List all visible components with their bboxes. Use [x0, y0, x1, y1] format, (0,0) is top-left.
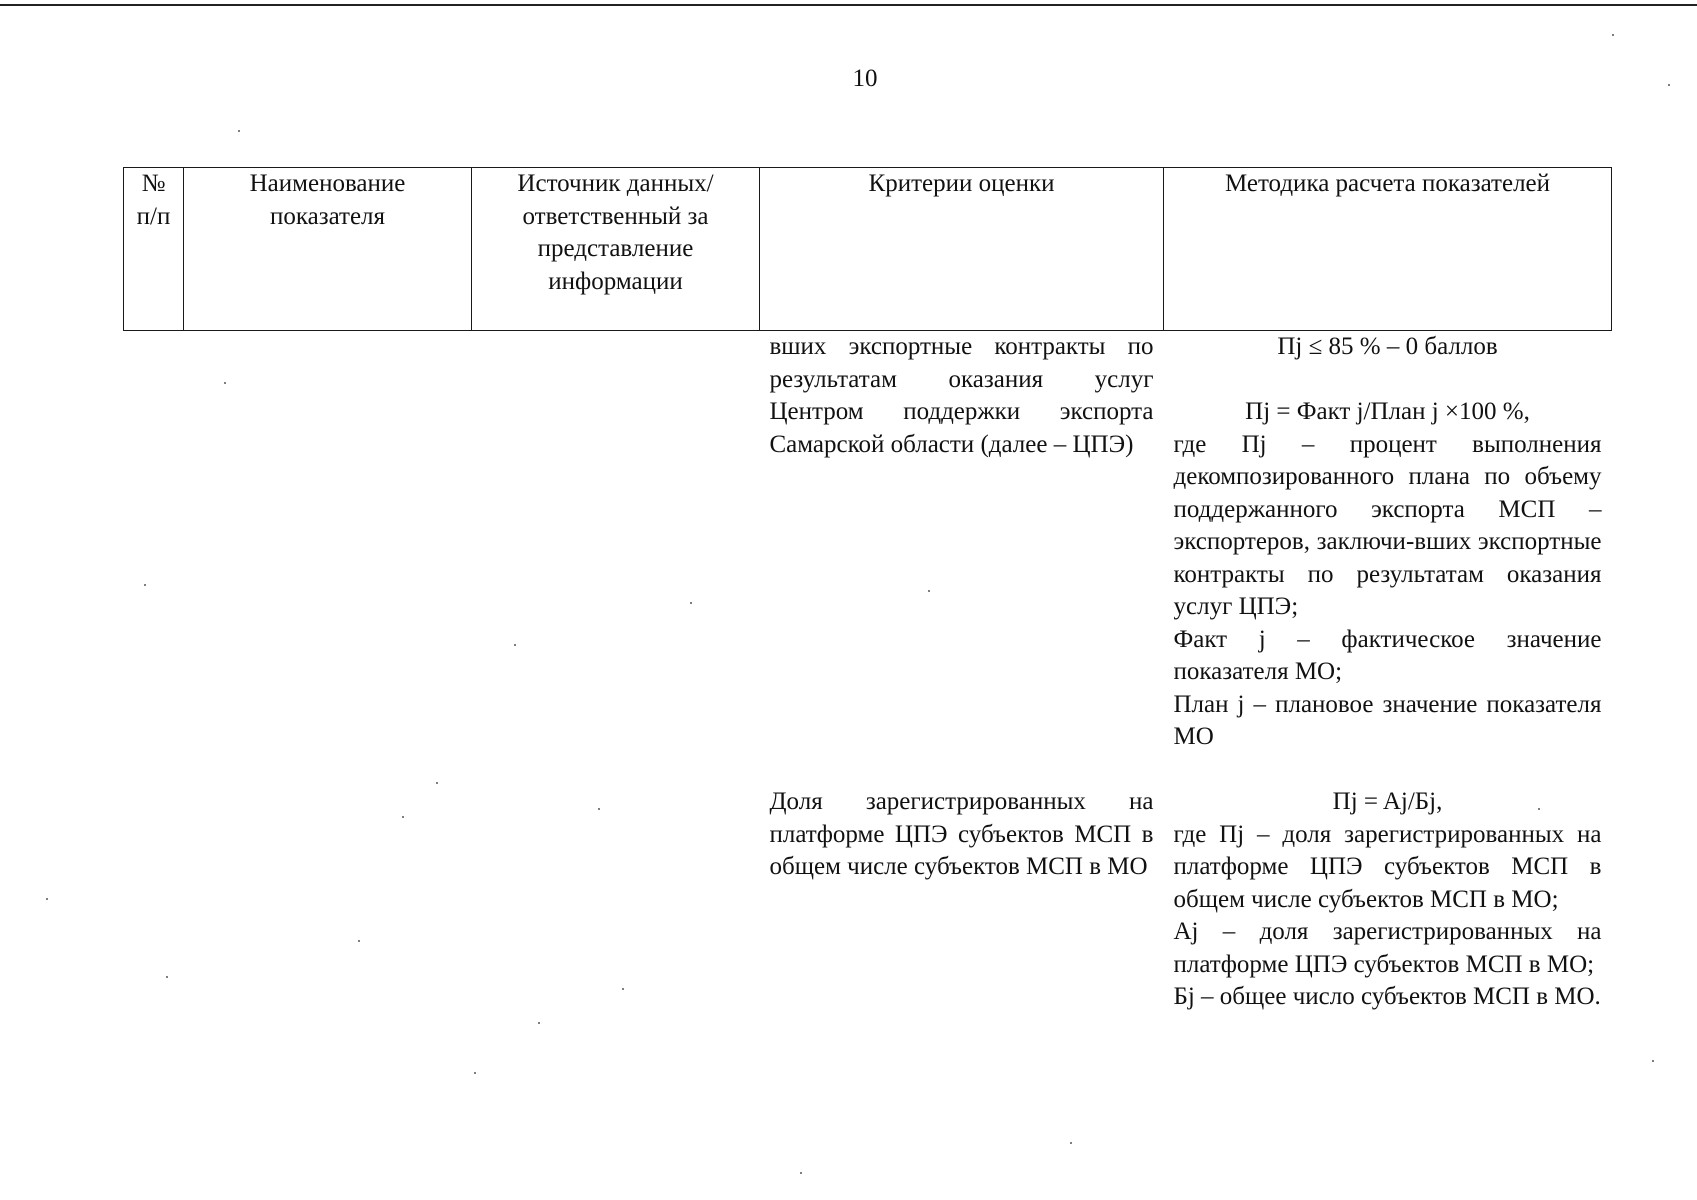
header-number: № п/п — [124, 168, 184, 331]
definition-a: Aj – доля зарегистрированных на платформе ЦПЭ субъектов МСП в МО; — [1173, 918, 1602, 978]
table-row — [124, 331, 1612, 754]
table-row — [124, 754, 1612, 1014]
threshold-line: Пj ≤ 85 % – 0 баллов — [1277, 333, 1498, 360]
header-method: Методика расчета показателей — [1164, 168, 1612, 331]
formula-line: Пj = Aj/Бj, — [1332, 788, 1443, 815]
top-rule — [0, 4, 1697, 6]
header-indicator-name: Наименование показателя — [184, 168, 472, 331]
criteria-cell — [760, 331, 1164, 461]
criteria-cell — [760, 754, 1164, 884]
header-data-source: Источник данных/ ответственный за представление информации — [472, 168, 760, 331]
criteria-text: Доля зарегистрированных на платформе ЦПЭ субъектов МСП в общем числе субъектов МСП в МО — [769, 788, 1154, 880]
definition-where: где Пj – доля зарегистрированных на платформе ЦПЭ субъектов МСП в общем числе субъектов МСП в МО; — [1173, 820, 1602, 913]
criteria-text: вших экспортные контракты по результатам оказания услуг Центром поддержки экспорта Самарской области (далее – ЦПЭ) — [769, 333, 1154, 458]
table-header-row — [124, 168, 1612, 331]
criteria-table — [123, 167, 1612, 1014]
definition-plan: План j – плановое значение показателя МО — [1173, 690, 1602, 750]
method-cell — [1164, 754, 1612, 1014]
definition-where: где Пj – процент выполнения декомпозированного плана по объему поддержанного экспорта МСП – экспортеров, заключи-вших экспортные контракты по результатам оказания услуг ЦПЭ; — [1173, 430, 1602, 620]
page-number: 10 — [852, 65, 878, 92]
header-criteria: Критерии оценки — [760, 168, 1164, 331]
formula-line: Пj = Факт j/План j ×100 %, — [1245, 398, 1530, 425]
definition-b: Бj – общее число субъектов МСП в МО. — [1173, 983, 1601, 1010]
definition-fact: Факт j – фактическое значение показателя МО; — [1173, 625, 1602, 685]
method-cell — [1164, 331, 1612, 754]
